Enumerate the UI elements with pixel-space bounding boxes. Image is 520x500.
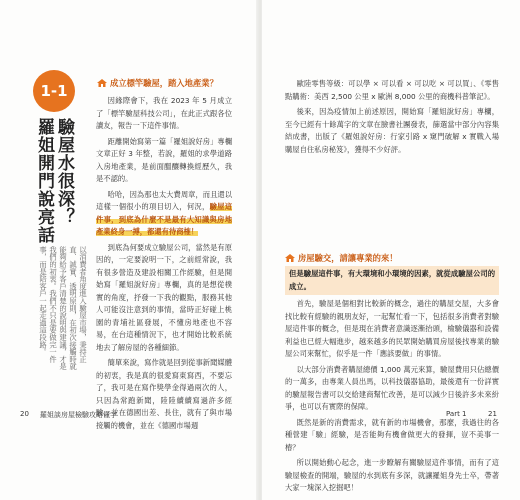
paragraph: 距離開始寫第一篇「羅姐說好房」專欄文章正好 3 年整，若說，羅姐的求學道路入房地產業，是前面醞釀轉換經歷久，我是不認的。 [96,136,232,183]
paragraph: 到底為何要成立驗屋公司，當然是有原因的，一定要說明一下，之前經常說，我有很多營造及建設相關工作經驗，但是開始寫「羅姐說好房」專欄，真的是想從樸實的角度，抒發一下我的觀點，服務其他人可能沒注意到的事情，當時正好碰上桃園的青埔社區發展，不懂房地產也不容易，在台這種情況下，也才開始比較系統地去了解房屋的各種細節。 [96,242,232,352]
paragraph: 後來，因為疫情加上前述原因，開始寫「羅姐說好房」專欄，至今已經有十餘萬字的文章在臉書社團發表，篩選當中部分內容集結成書，出版了《羅姐說好房：行家引路 x 窺門破解 x 實戰入場 購屋自住私房秘笈》，獲得不少好評。 [285,107,499,154]
paragraph: 既然是新的消費需求，就有新的市場機會，那麼，我過往的各種營建「驗」經驗，是否能夠有機會做更大的發揮，豈不美事一樁？ [285,417,499,452]
side-quote-line: 能夠給予客戶清楚的說明與建議，才是 [59,246,68,371]
chapter-title-line-2: 羅姐開門說亮話 [34,118,54,244]
right-body-main [285,266,499,498]
part-label: Part 1 [446,410,467,418]
side-quote [28,246,88,396]
paragraph-text: 哈哈，因為那也太大費周章，而且還以這樣一個很小的項目切入，何況， [96,189,232,211]
left-body [96,95,232,435]
section-heading-text: 房屋驗交，請讓專業的來！ [298,253,398,263]
running-title: 羅姐談房屋檢驗攻略懂字 [40,411,117,419]
side-quote-line: 直、誠實、透明原則，在初次接觸時就 [69,246,78,371]
section-heading-right [284,252,398,264]
right-body-top [285,78,499,159]
paragraph: 歐陸零售等級：可以學 × 可以看 × 可以吃 × 可以買」、《零售點購術：美西 2,500 公里 x 歐洲 8,000 公里的商機科普筆記》。 [285,79,499,101]
paragraph: 簡單來說，寫作就是回到從事新聞媒體的初衷，我是真的很愛寫東寫西，不要忘了，我可是在寫作獎學金得過兩次的人，只因為常跑新聞，陸陸續續寫過許多經驗，並在德國出差、長住，就有了與市場接觸的機會，並在《德國市場週 [96,358,232,430]
section-heading-text: 成立標竿驗屋，踏入地產業？ [110,78,218,88]
house-icon [96,78,108,88]
highlighted-text: 驗屋這件事，到底為什麼不是最有大知識與房地產業終身一搏，都還有待商榷！ [96,202,233,236]
side-quote-line: 我們的初衷。我們不只是要做完一件 [49,246,58,363]
paragraph: 首先，驗屋是個相對比較新的概念，過往的購屋交屋，大多會找比較有經驗的親朋友好，一起幫忙看一下，包括很多消費者對驗屋這件事的概念，但是現在消費者意識逐漸抬頭，檢驗儀器和設備利益也已經大幅進步，越來越多的民眾開始購買房屋後找專業的驗屋公司來幫忙，似乎是一件「應該要做」的事情。 [285,299,499,358]
paragraph: 因緣際會下，我在 2023 年 5 月成立了「標竿驗屋科技公司」，在此正式跟各位讀友，報告一下這件事情。 [96,96,232,130]
house-icon [284,253,296,263]
paragraph [96,189,232,239]
page-number: 20 [20,410,29,418]
chapter-title-line-1: 驗屋水很深？ [54,118,74,226]
left-page [0,0,258,500]
paragraph: 以大部分消費者購屋總價 1,000 萬元來算，驗屋費用只佔總價的一萬多，由專業人員出馬，以科技儀器協助，最後還有一份詳實的驗屋報告書可以交給建商幫忙改善，是可以減少日後許多未來紛爭，也可以有實際的保障。 [285,364,499,411]
callout-box: 但是驗屋這件事，有大環境和小環境的因素，就從成驗屋公司的成立。 [285,266,499,295]
chapter-badge: 1-1 [33,70,75,112]
section-heading-left [96,77,218,89]
side-quote-line: 事，而是陪客戶一起走過這段路。 [39,246,48,356]
paragraph: 所以開始動心起念，進一步瞭解有關驗屋這件事情，而有了這驗屋檢查的開端，驗屋的水到底有多深，就讓羅姐身先士卒，帶著大家一塊深入挖掘吧！ [285,458,499,492]
page-number: 21 [488,410,497,418]
side-quote-line: 以消費者角度進入驗屋市場，秉持正 [79,246,88,363]
